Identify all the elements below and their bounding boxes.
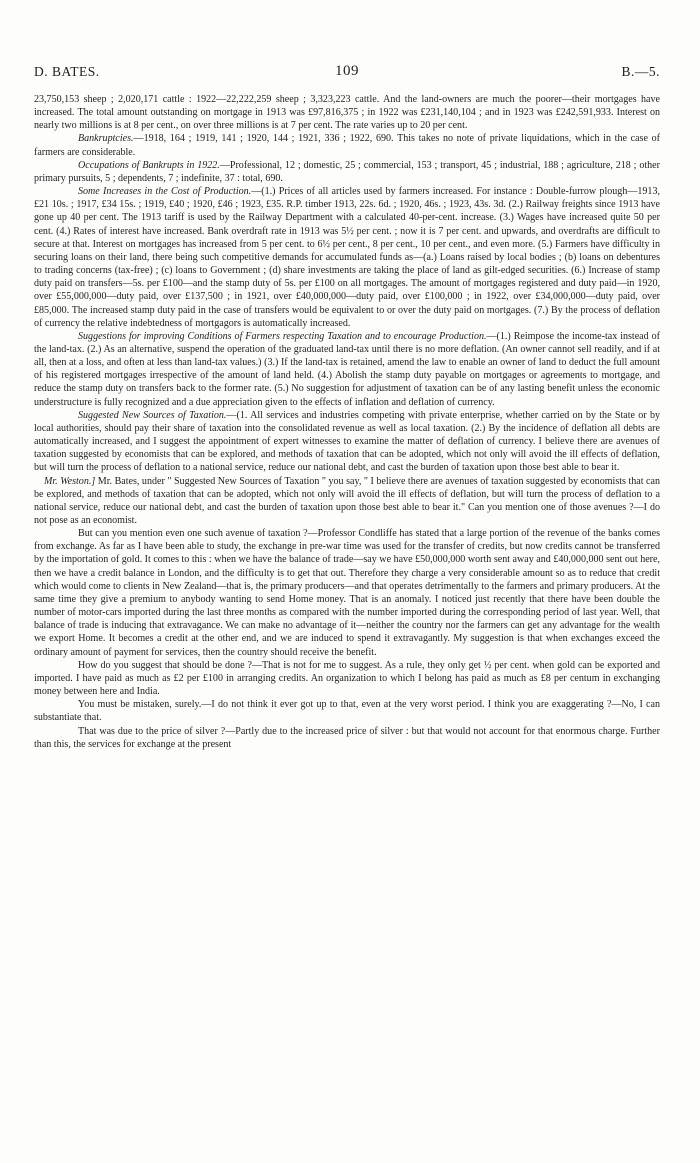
paragraph-heading: Bankruptcies. <box>78 133 134 145</box>
page-header <box>34 64 660 82</box>
paragraph-occupations-of-bankrupts: Occupations of Bankrupts in 1922.—Professional, 12 ; domestic, 25 ; commercial, 153 ; transport, 45 ; industrial, 188 ; agriculture, 218 ; other primary pursuits, 5 ; dependents, 7 ; indefinite, 37 : total, 690. <box>34 159 660 184</box>
paragraph-heading: Occupations of Bankrupts in 1922. <box>78 159 220 171</box>
paragraph-new-sources-of-taxation: Suggested New Sources of Taxation.—(1. All services and industries competing with private enterprise, whether carried on by the State or by local authorities, should pay their share of taxation into the consolidated revenue as well as local taxation. (2.) By the incidence of deflation all debts are automatically increased, and I suggest the appointment of expert witnesses to examine the matter of deflation of currency. I believe there are avenues of taxation suggested by economists that can be explored, and methods of taxation that can be adopted, which not only will avoid the ill effects of deflation, but will turn the process of deflation to a national service, reduce our national debt, and cast the burden of taxation upon those best able to bear it. <box>34 409 660 474</box>
paragraph-bankruptcies: Bankruptcies.—1918, 164 ; 1919, 141 ; 1920, 144 ; 1921, 336 ; 1922, 690. This takes no note of private liquidations, which in the case of farmers are considerable. <box>34 133 660 158</box>
page-number: 109 <box>335 63 359 79</box>
paragraph-livestock-mortgages: 23,750,153 sheep ; 2,020,171 cattle : 1922—22,222,259 sheep ; 3,323,223 cattle. And the land-owners are much the poorer—their mortgages have increased. The total amount outstanding on mortgage in 1913 was £97,816,375 ; in 1922 was £231,140,104 ; and in 1923 was £242,591,933. Interest on nearly two millions is at 8 per cent., on over three millions is at 7 per cent. The rate varies up to 20 per cent. <box>34 94 660 132</box>
header-author: D. BATES. <box>34 64 100 79</box>
paragraph-suggestions-for-farmers: Suggestions for improving Conditions of Farmers respecting Taxation and to encourage Production.—(1.) Reimpose the income-tax instead of the land-tax. (2.) As an alternative, suspend the operation of the graduated land-tax until there is no more deflation. (An owner cannot sell readily, and if at all, then at a loss, and often at less than land-tax values.) (3.) If the land-tax is retained, amend the law to enable an owner of land to deduct the full amount of his registered mortgages irrespective of the amount of land held. (4.) Abolish the stamp duty payable on mortgages or agreements to mortgage, and reduce the stamp duty on transfers back to the former rate. (5.) No suggestion for adjustment of taxation can be of any lasting benefit unless the economic understructure is fully recognized and a due appreciation given to the effects of inflation and deflation of currency. <box>34 330 660 408</box>
section-reference: B.—5. <box>621 64 660 79</box>
paragraph-how-done: How do you suggest that should be done ?—That is not for me to suggest. As a rule, they only get ½ per cent. when gold can be exported and imported. I have paid as much as £2 per £100 in arranging credits. An organization to which I belong has paid as much as £8 per centum in exchanging money between here and India. <box>34 659 660 698</box>
paragraph-exchange-answer: But can you mention even one such avenue of taxation ?—Professor Condliffe has stated that a large portion of the revenue of the banks comes from exchange. As far as I have been able to study, the exchange in pre-war time was used for the transfer of credits, but now credits cannot be transferred by the importation of gold. It comes to this : when we have the balance of trade—say we have £50,000,000 worth sent away and £40,000,000 sent out here, then we have a credit balance in London, and the difficulty is to get that out. Therefore they charge a very considerable amount so as to reduce that credit which would come to clients in New Zealand—that is, the primary producers—and that operates detrimentally to the farmers and primary producers. At the same time they give a premium to anybody wanting to send Home money. That is an anomaly. I noticed just recently that there have been double the number of motor-cars imported during the last three months as compared with the number imported during the corresponding period of last year. Well, that balance of trade is inducing that extravagance. We can make no advantage of it—neither the country nor the farmers can get any advantage for the wealth we export Home. It becomes a credit at the other end, and we are induced to spend it extravagantly. My suggestion is that when exchanges exceed the ordinary amount of payment for services, then the country should receive the benefit. <box>34 528 660 658</box>
paragraph-mistaken: You must be mistaken, surely.—I do not think it ever got up to that, even at the very worst period. I think you are exaggerating ?—No, I can substantiate that. <box>34 699 660 724</box>
document-body <box>34 93 660 751</box>
paragraph-heading: Suggestions for improving Conditions of Farmers respecting Taxation and to encourage Production. <box>78 330 487 342</box>
speaker-label: Mr. Weston.] <box>44 475 96 487</box>
paragraph-heading: Suggested New Sources of Taxation. <box>78 409 227 421</box>
paragraph-heading: Some Increases in the Cost of Production. <box>78 186 252 198</box>
paragraph-mr-weston-question: Mr. Weston.] Mr. Bates, under " Suggested New Sources of Taxation " you say, " I believe there are avenues of taxation suggested by economists that can be explored, and methods of taxation that can be adopted, which not only will avoid the ill effects of deflation, but will turn the process of deflation to a national service, reduce our national debt, and cast the burden of taxation upon those best able to bear it." Can you mention one of those avenues ?—I do not pose as an economist. <box>34 475 660 526</box>
paragraph-price-of-silver: That was due to the price of silver ?—Partly due to the increased price of silver : but that would not account for that enormous charge. Further than this, the services for exchange at the present <box>34 725 660 750</box>
paragraph-cost-of-production: Some Increases in the Cost of Production.—(1.) Prices of all articles used by farmers increased. For instance : Double-furrow plough—1913, £21 10s. ; 1917, £34 15s. ; 1919, £40 ; 1920, £46 ; 1923, £35. R.P. timber 1913, 22s. 6d. ; 1920, 46s. ; 1923, 43s. 3d. (2.) Railway freights since 1913 have gone up 40 per cent. The 1913 tariff is used by the Railway Department with a calculated 40-per-cent. increase. (3.) Wages have increased quite 50 per cent. (4.) Rates of interest have increased. Bank overdraft rate in 1913 was 5½ per cent. ; now it is 7 per cent. and upwards, and overdrafts are difficult to secure at that. Interest on mortgages has increased from 5 per cent. to 6½ per cent., 8 per cent., 10 per cent., and even more. (5.) Farmers have difficulty in securing loans on their land, there being such competitive demands for accumulated funds as—(a.) Loans raised by local bodies ; (b) loans on debentures to trading concerns (tax-free) ; (c) loans to Government ; (d) share investments are taking the place of land as gilt-edged securities. (6.) Increase of stamp duty paid on transfers—5s. per £100—and the stamp duty of 5s. per £100 on all mortgages. The amount of mortgages registered and duty paid—in 1920, over £55,000,000—duty paid, over £137,500 ; in 1921, over £40,000,000—duty paid, over £100,000 ; in 1922, over £34,000,000—duty paid, over £85,000. The increased stamp duty paid in the case of transfers would be equivalent to or over the duty paid on mortgages. (7.) By the process of deflation of currency the relative indebtedness of mortgagors is automatically increased. <box>34 186 660 329</box>
